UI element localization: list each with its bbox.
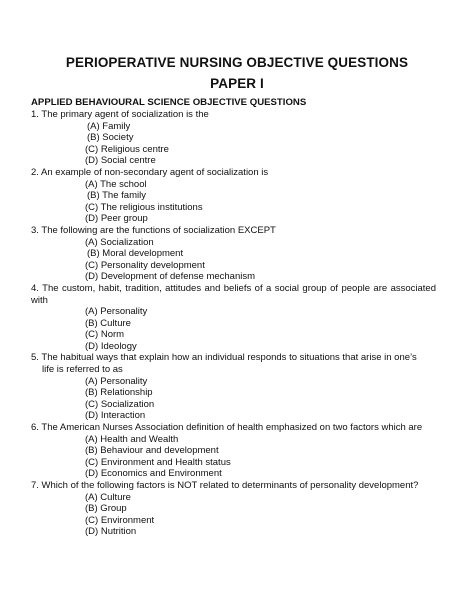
option-5d: (D) Interaction: [85, 410, 146, 422]
option-2b: (B) The family: [87, 190, 146, 202]
option-4c: (C) Norm: [85, 329, 125, 341]
option-6c: (C) Environment and Health status: [85, 456, 231, 468]
option-2a: (A) The school: [85, 178, 147, 190]
option-7d: (D) Nutrition: [85, 526, 137, 538]
question-5-line2: life is referred to as: [42, 364, 123, 376]
option-6b: (B) Behaviour and development: [85, 445, 219, 457]
option-3d: (D) Development of defense mechanism: [85, 271, 256, 283]
question-7: 7. Which of the following factors is NOT related to determinants of personality development?: [31, 480, 419, 491]
option-4a: (A) Personality: [85, 306, 148, 318]
question-5-line1: 5. The habitual ways that explain how an individual responds to situations that arise in one’s: [31, 352, 417, 364]
question-6: 6. The American Nurses Association definition of health emphasized on two factors which are: [31, 422, 423, 434]
option-2c: (C) The religious institutions: [85, 201, 203, 213]
question-5: [0, 352, 474, 375]
document-subtitle: PAPER I: [210, 76, 264, 91]
option-5b: (B) Relationship: [85, 387, 153, 399]
option-7c: (C) Environment: [85, 514, 155, 526]
document-title: PERIOPERATIVE NURSING OBJECTIVE QUESTIONS: [65, 55, 409, 70]
question-4: 4. The custom, habit, tradition, attitudes and beliefs of a social group of people are associated with: [31, 282, 436, 306]
option-6a: (A) Health and Wealth: [85, 433, 179, 445]
option-7b: (B) Group: [85, 503, 127, 515]
option-1c: (C) Religious centre: [85, 143, 169, 155]
option-7a: (A) Culture: [85, 491, 131, 503]
option-3c: (C) Personality development: [85, 259, 205, 271]
question-2: 2. An example of non-secondary agent of socialization is: [31, 166, 269, 178]
option-6d: (D) Economics and Environment: [85, 468, 222, 480]
question-3: 3. The following are the functions of socialization EXCEPT: [31, 224, 276, 236]
option-1b: (B) Society: [87, 132, 134, 144]
question-list: [0, 109, 474, 538]
question-1: 1. The primary agent of socialization is the: [31, 109, 209, 120]
option-1a: (A) Family: [87, 120, 131, 132]
option-5c: (C) Socialization: [85, 398, 155, 410]
section-heading: APPLIED BEHAVIOURAL SCIENCE OBJECTIVE QUESTIONS: [31, 97, 307, 108]
option-5a: (A) Personality: [85, 375, 148, 387]
option-3a: (A) Socialization: [85, 236, 154, 248]
option-1d: (D) Social centre: [85, 155, 156, 167]
option-3b: (B) Moral development: [87, 248, 184, 260]
option-4b: (B) Culture: [85, 317, 131, 329]
option-2d: (D) Peer group: [85, 213, 148, 225]
option-4d: (D) Ideology: [85, 340, 137, 352]
